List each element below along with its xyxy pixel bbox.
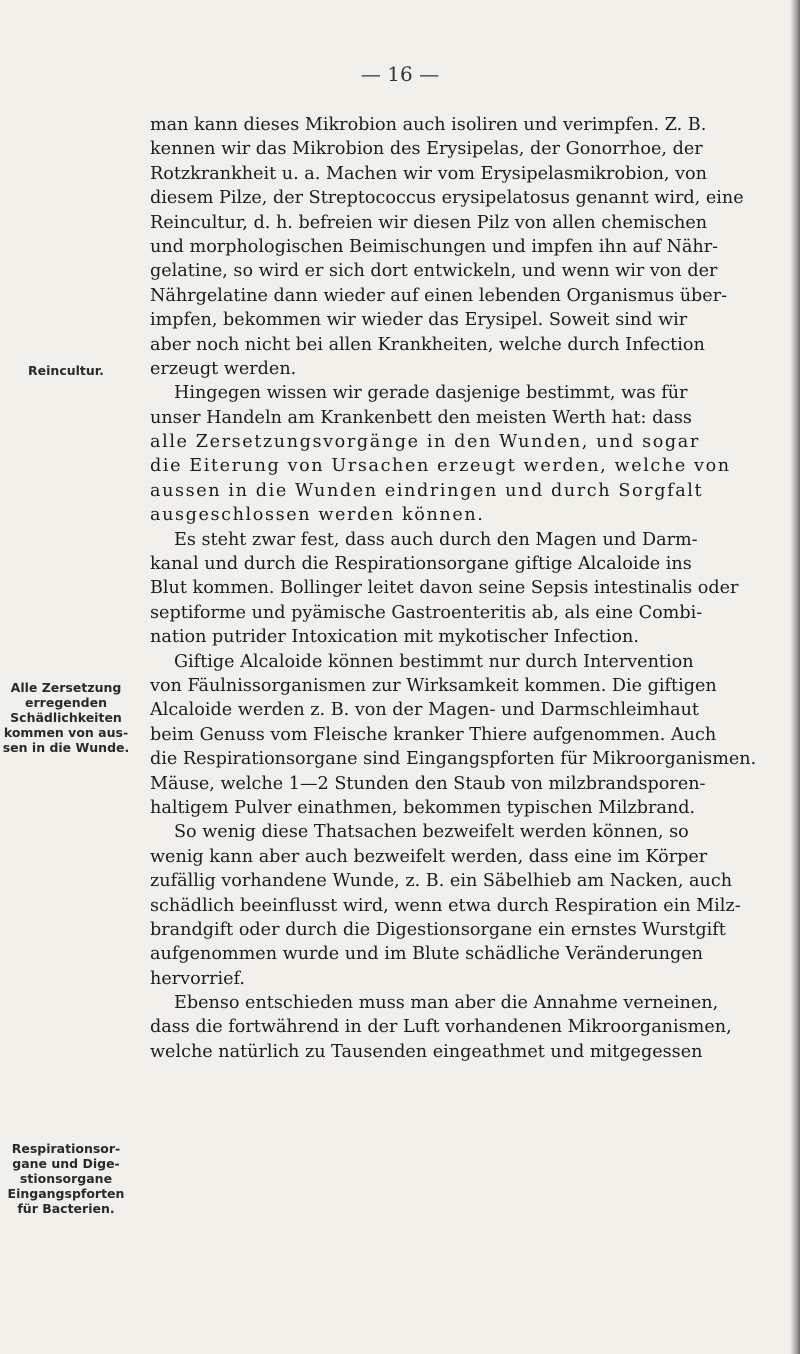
text-line-spaced: die Eiterung von Ursachen erzeugt werden, welche von <box>150 456 731 477</box>
text-line: von Fäulnissorganismen zur Wirksamkeit kommen. Die giftigen <box>150 675 717 696</box>
text-line: hervorrief. <box>150 968 246 989</box>
text-line: Es steht zwar fest, dass auch durch den Magen und Darm- <box>174 529 698 550</box>
text-line: Mäuse, welche 1—2 Stunden den Staub von milzbrandsporen- <box>150 773 706 794</box>
text-line: kanal und durch die Respirationsorgane giftige Alcaloide ins <box>150 554 692 575</box>
text-line-spaced: ausgeschlossen werden können. <box>150 505 485 526</box>
text-line-spaced: aussen in die Wunden eindringen und durch Sorgfalt <box>150 480 704 501</box>
text-line: wenig kann aber auch bezweifelt werden, dass eine im Körper <box>150 846 708 867</box>
text-line: aber noch nicht bei allen Krankheiten, welche durch Infection <box>150 334 705 355</box>
text-line: nation putrider Intoxication mit mykotischer Infection. <box>150 627 639 648</box>
text-line-spaced: alle Zersetzungsvorgänge in den Wunden, und sogar <box>150 432 700 453</box>
text-line: zufällig vorhandene Wunde, z. B. ein Säbelhieb am Nacken, auch <box>150 871 733 892</box>
text-line: dass die fortwährend in der Luft vorhandenen Mikroorganismen, <box>150 1017 732 1038</box>
text-line: Giftige Alcaloide können bestimmt nur durch Intervention <box>174 651 694 672</box>
text-line: und morphologischen Beimischungen und impfen ihn auf Nähr- <box>150 236 719 257</box>
text-line: gelatine, so wird er sich dort entwickeln, und wenn wir von der <box>150 261 718 282</box>
text-line: So wenig diese Thatsachen bezweifelt werden können, so <box>174 822 689 843</box>
text-line: Rotzkrankheit u. a. Machen wir vom Erysipelasmikrobion, von <box>150 163 707 184</box>
body-text <box>150 113 790 1064</box>
text-line: die Respirationsorgane sind Eingangspforten für Mikroorganismen. <box>150 749 757 770</box>
text-line: brandgift oder durch die Digestionsorgane ein ernstes Wurstgift <box>150 919 726 940</box>
text-line: beim Genuss vom Fleische kranker Thiere aufgenommen. Auch <box>150 724 717 745</box>
text-line: Hingegen wissen wir gerade dasjenige bestimmt, was für <box>174 383 688 404</box>
text-line: haltigem Pulver einathmen, bekommen typischen Milzbrand. <box>150 797 696 818</box>
text-line: welche natürlich zu Tausenden eingeathmet und mitgegessen <box>150 1041 703 1062</box>
text-line: septiforme und pyämische Gastroenteritis ab, als eine Combi- <box>150 602 703 623</box>
margin-note-respirationsorgane: Respirationsor- gane und Dige- stionsorgane Eingangspforten für Bacterien. <box>7 1141 125 1216</box>
text-line: schädlich beeinflusst wird, wenn etwa durch Respiration ein Milz- <box>150 895 741 916</box>
margin-note-zersetzung: Alle Zersetzung erregenden Schädlichkeiten kommen von aus- sen in die Wunde. <box>2 680 130 755</box>
text-line: Blut kommen. Bollinger leitet davon seine Sepsis intestinalis oder <box>150 578 739 599</box>
page-edge-shadow <box>790 0 800 1354</box>
text-line: Ebenso entschieden muss man aber die Annahme verneinen, <box>174 993 719 1014</box>
text-line: Alcaloide werden z. B. von der Magen- und Darmschleimhaut <box>150 700 700 721</box>
text-line: unser Handeln am Krankenbett den meisten Werth hat: dass <box>150 407 692 428</box>
text-line: diesem Pilze, der Streptococcus erysipelatosus genannt wird, eine <box>150 188 744 209</box>
margin-note-reincultur: Reincultur. <box>28 363 104 378</box>
text-line: impfen, bekommen wir wieder das Erysipel. Soweit sind wir <box>150 310 688 331</box>
text-line: kennen wir das Mikrobion des Erysipelas, der Gonorrhoe, der <box>150 139 703 160</box>
text-line: erzeugt werden. <box>150 358 297 379</box>
text-line: man kann dieses Mikrobion auch isoliren und verimpfen. Z. B. <box>150 115 707 135</box>
page-number: — 16 — <box>360 62 440 86</box>
text-line: Nährgelatine dann wieder auf einen lebenden Organismus über- <box>150 285 728 306</box>
text-line: aufgenommen wurde und im Blute schädliche Veränderungen <box>150 944 703 965</box>
text-line: Reincultur, d. h. befreien wir diesen Pilz von allen chemischen <box>150 212 708 233</box>
